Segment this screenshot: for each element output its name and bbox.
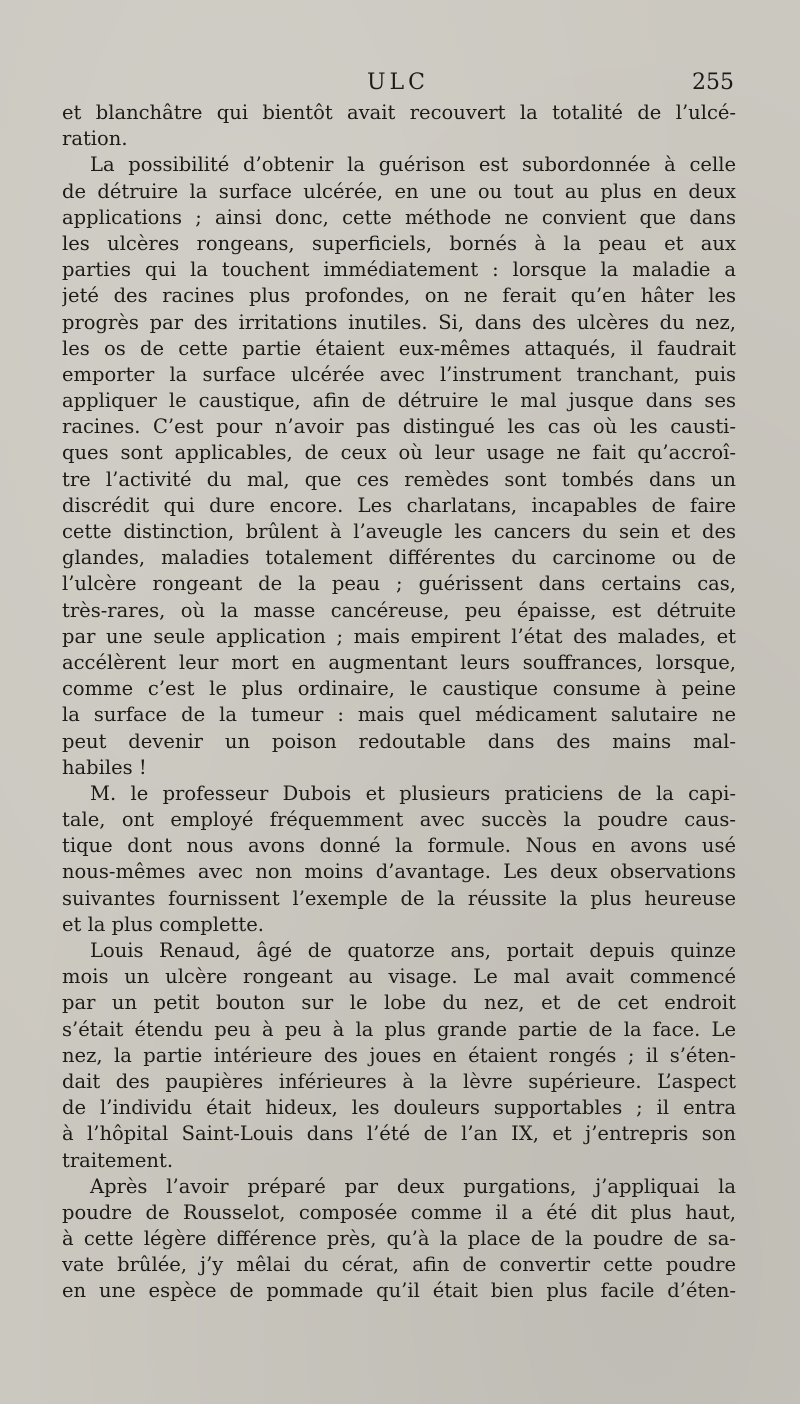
text-line: par un petit bouton sur le lobe du nez, et de cet endroit — [62, 991, 736, 1015]
text-line: Après l’avoir préparé par deux purgations, j’appliquai la — [90, 1174, 736, 1198]
text-line: ques sont applicables, de ceux où leur usage ne fait qu’accroî- — [62, 441, 736, 465]
text-line: applications ; ainsi donc, cette méthode ne convient que dans — [62, 205, 736, 229]
text-line: très-rares, où la masse cancéreuse, peu épaisse, est détruite — [62, 598, 736, 622]
text-line: mois un ulcère rongeant au visage. Le mal avait commencé — [62, 965, 736, 989]
page-header — [62, 68, 734, 102]
text-line: à cette légère différence près, qu’à la place de la poudre de sa- — [62, 1227, 736, 1251]
text-line: racines. C’est pour n’avoir pas distingué les cas où les causti- — [62, 415, 736, 439]
text-line: nous-mêmes avec non moins d’avantage. Les deux observations — [62, 860, 736, 884]
text-line: les os de cette partie étaient eux-mêmes attaqués, il faudrait — [62, 336, 736, 360]
text-line: peut devenir un poison redoutable dans des mains mal- — [62, 729, 736, 753]
text-line: La possibilité d’obtenir la guérison est subordonnée à celle — [90, 153, 736, 177]
text-line: à l’hôpital Saint-Louis dans l’été de l’an IX, et j’entrepris son — [62, 1122, 736, 1146]
text-line: Louis Renaud, âgé de quatorze ans, portait depuis quinze — [90, 939, 736, 962]
text-line: les ulcères rongeans, superficiels, bornés à la peau et aux — [62, 231, 736, 255]
text-line: discrédit qui dure encore. Les charlatans, incapables de faire — [62, 493, 736, 517]
text-line: nez, la partie intérieure des joues en étaient rongés ; il s’éten- — [62, 1043, 736, 1067]
text-line: jeté des racines plus profondes, on ne ferait qu’en hâter les — [62, 284, 736, 308]
text-line: et blanchâtre qui bientôt avait recouvert la totalité de l’ulcé- — [62, 101, 736, 124]
text-line: accélèrent leur mort en augmentant leurs souffrances, lorsque, — [62, 650, 736, 674]
text-line: comme c’est le plus ordinaire, le caustique consume à peine — [62, 677, 736, 701]
text-line: habiles ! — [62, 755, 147, 779]
text-line: de détruire la surface ulcérée, en une ou tout au plus en deux — [62, 179, 736, 203]
text-line: ration. — [62, 127, 128, 151]
page-number: 255 — [692, 70, 734, 95]
text-line: M. le professeur Dubois et plusieurs praticiens de la capi- — [90, 781, 736, 805]
text-line: vate brûlée, j’y mêlai du cérat, afin de convertir cette poudre — [62, 1253, 736, 1277]
text-line: en une espèce de pommade qu’il était bien plus facile d’éten- — [62, 1279, 736, 1303]
body-text — [62, 100, 736, 1305]
text-line: emporter la surface ulcérée avec l’instrument tranchant, puis — [62, 362, 736, 386]
text-line: par une seule application ; mais empirent l’état des malades, et — [62, 624, 736, 648]
text-line: tale, ont employé fréquemment avec succès la poudre caus- — [62, 808, 736, 832]
text-line: et la plus complette. — [62, 912, 264, 936]
text-line: appliquer le caustique, afin de détruire le mal jusque dans ses — [62, 389, 736, 413]
text-line: s’était étendu peu à peu à la plus grande partie de la face. Le — [62, 1017, 736, 1041]
text-line: glandes, maladies totalement différentes du carcinome ou de — [62, 546, 736, 570]
text-line: cette distinction, brûlent à l’aveugle les cancers du sein et des — [62, 520, 736, 543]
text-line: tre l’activité du mal, que ces remèdes sont tombés dans un — [62, 467, 736, 491]
text-line: dait des paupières inférieures à la lèvre supérieure. L’aspect — [62, 1069, 736, 1093]
text-line: de l’individu était hideux, les douleurs supportables ; il entra — [62, 1096, 736, 1120]
text-line: progrès par des irritations inutiles. Si, dans des ulcères du nez, — [62, 310, 736, 334]
text-line: suivantes fournissent l’exemple de la réussite la plus heureuse — [62, 886, 736, 910]
text-line: parties qui la touchent immédiatement : lorsque la maladie a — [62, 258, 736, 282]
text-line: tique dont nous avons donné la formule. Nous en avons usé — [62, 834, 736, 858]
running-head: ULC — [367, 70, 429, 95]
text-line: l’ulcère rongeant de la peau ; guérissent dans certains cas, — [62, 572, 736, 596]
text-line: la surface de la tumeur : mais quel médicament salutaire ne — [62, 703, 736, 727]
text-line: traitement. — [62, 1148, 174, 1172]
text-line: poudre de Rousselot, composée comme il a été dit plus haut, — [62, 1200, 736, 1224]
